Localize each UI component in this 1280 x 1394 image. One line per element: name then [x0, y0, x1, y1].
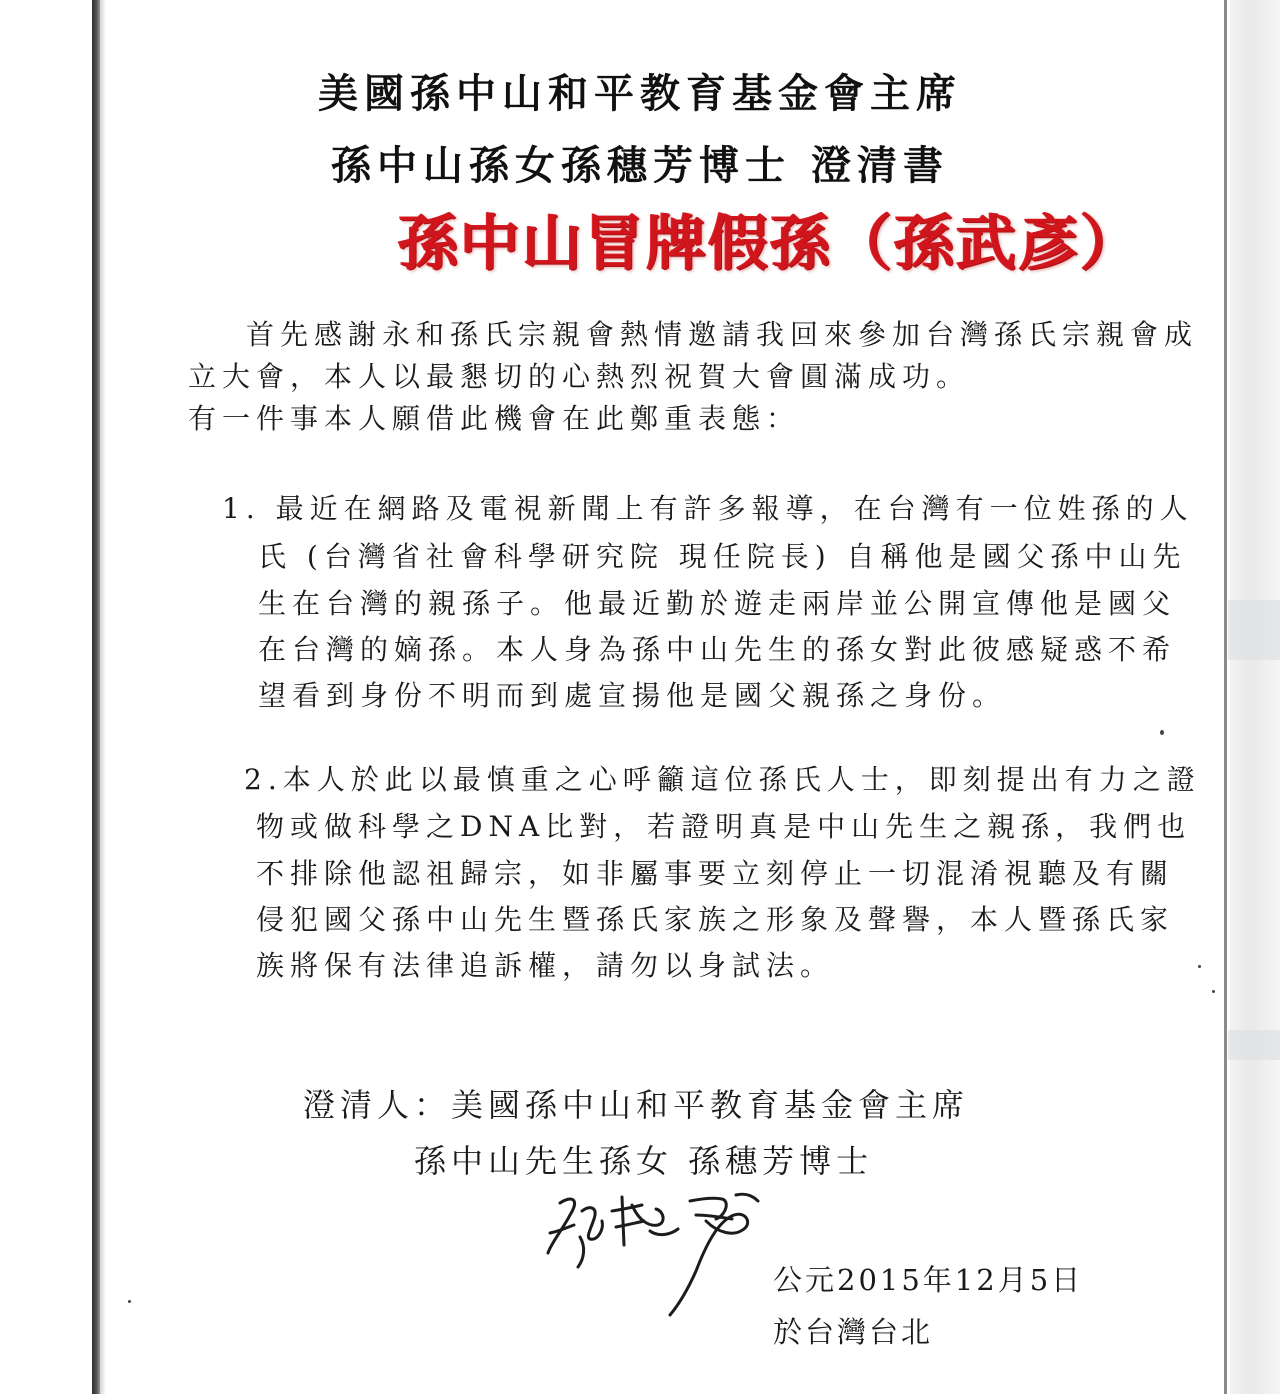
- point-2-line-4: 侵犯國父孫中山先生暨孫氏家族之形象及聲譽，本人暨孫氏家: [256, 903, 1175, 936]
- red-stamp-heading: 孫中山冒牌假孫（孫武彥）: [398, 209, 1142, 279]
- page-frame-right-edge: [1224, 0, 1227, 1394]
- signatory-line-2: 孫中山先生孫女 孫穗芳博士: [414, 1142, 874, 1180]
- point-1-line-2: 氏 (台灣省社會科學研究院 現任院長) 自稱他是國父孫中山先: [258, 540, 1187, 573]
- scan-speck: [128, 1300, 131, 1303]
- point-1-line-5: 望看到身份不明而到處宣揚他是國父親孫之身份。: [258, 679, 1007, 712]
- date-line: 公元2015年12月5日: [773, 1263, 1084, 1297]
- scan-speck: [1212, 990, 1215, 993]
- point-1-line-3: 生在台灣的親孫子。他最近勤於遊走兩岸並公開宣傳他是國父: [258, 587, 1177, 620]
- point-2-line-3: 不排除他認祖歸宗，如非屬事要立刻停止一切混淆視聽及有關: [256, 857, 1175, 890]
- scan-speck: [1160, 730, 1164, 735]
- point-1-line-1: 1. 最近在網路及電視新聞上有許多報導，在台灣有一位姓孫的人: [222, 492, 1194, 525]
- point-1-line-4: 在台灣的嫡孫。本人身為孫中山先生的孫女對此彼感疑惑不希: [258, 633, 1177, 666]
- point-2-line-2: 物或做科學之DNA比對，若證明真是中山先生之親孫，我們也: [256, 810, 1192, 843]
- intro-line-3: 有一件事本人願借此機會在此鄭重表態：: [188, 402, 801, 435]
- handwritten-signature: [520, 1175, 820, 1325]
- scan-artifact-band: [1228, 1030, 1280, 1060]
- scan-artifact-band: [1228, 600, 1280, 660]
- page-frame-left-edge: [92, 0, 100, 1394]
- document-title-line-1: 美國孫中山和平教育基金會主席: [318, 70, 962, 117]
- intro-line-1: 首先感謝永和孫氏宗親會熱情邀請我回來參加台灣孫氏宗親會成: [246, 318, 1199, 351]
- place-line: 於台灣台北: [773, 1315, 934, 1349]
- document-title-line-2: 孫中山孫女孫穗芳博士 澄清書: [331, 142, 949, 189]
- page-frame-right-margin: [1230, 0, 1280, 1394]
- page-frame-left-shadow: [100, 0, 106, 1394]
- intro-line-2: 立大會，本人以最懇切的心熱烈祝賀大會圓滿成功。: [188, 360, 971, 393]
- point-2-line-5: 族將保有法律追訴權，請勿以身試法。: [256, 949, 835, 982]
- signatory-line-1: 澄清人：美國孫中山和平教育基金會主席: [303, 1086, 970, 1124]
- scan-speck: [1198, 965, 1201, 968]
- point-2-line-1: 2.本人於此以最慎重之心呼籲這位孫氏人士，即刻提出有力之證: [244, 763, 1201, 796]
